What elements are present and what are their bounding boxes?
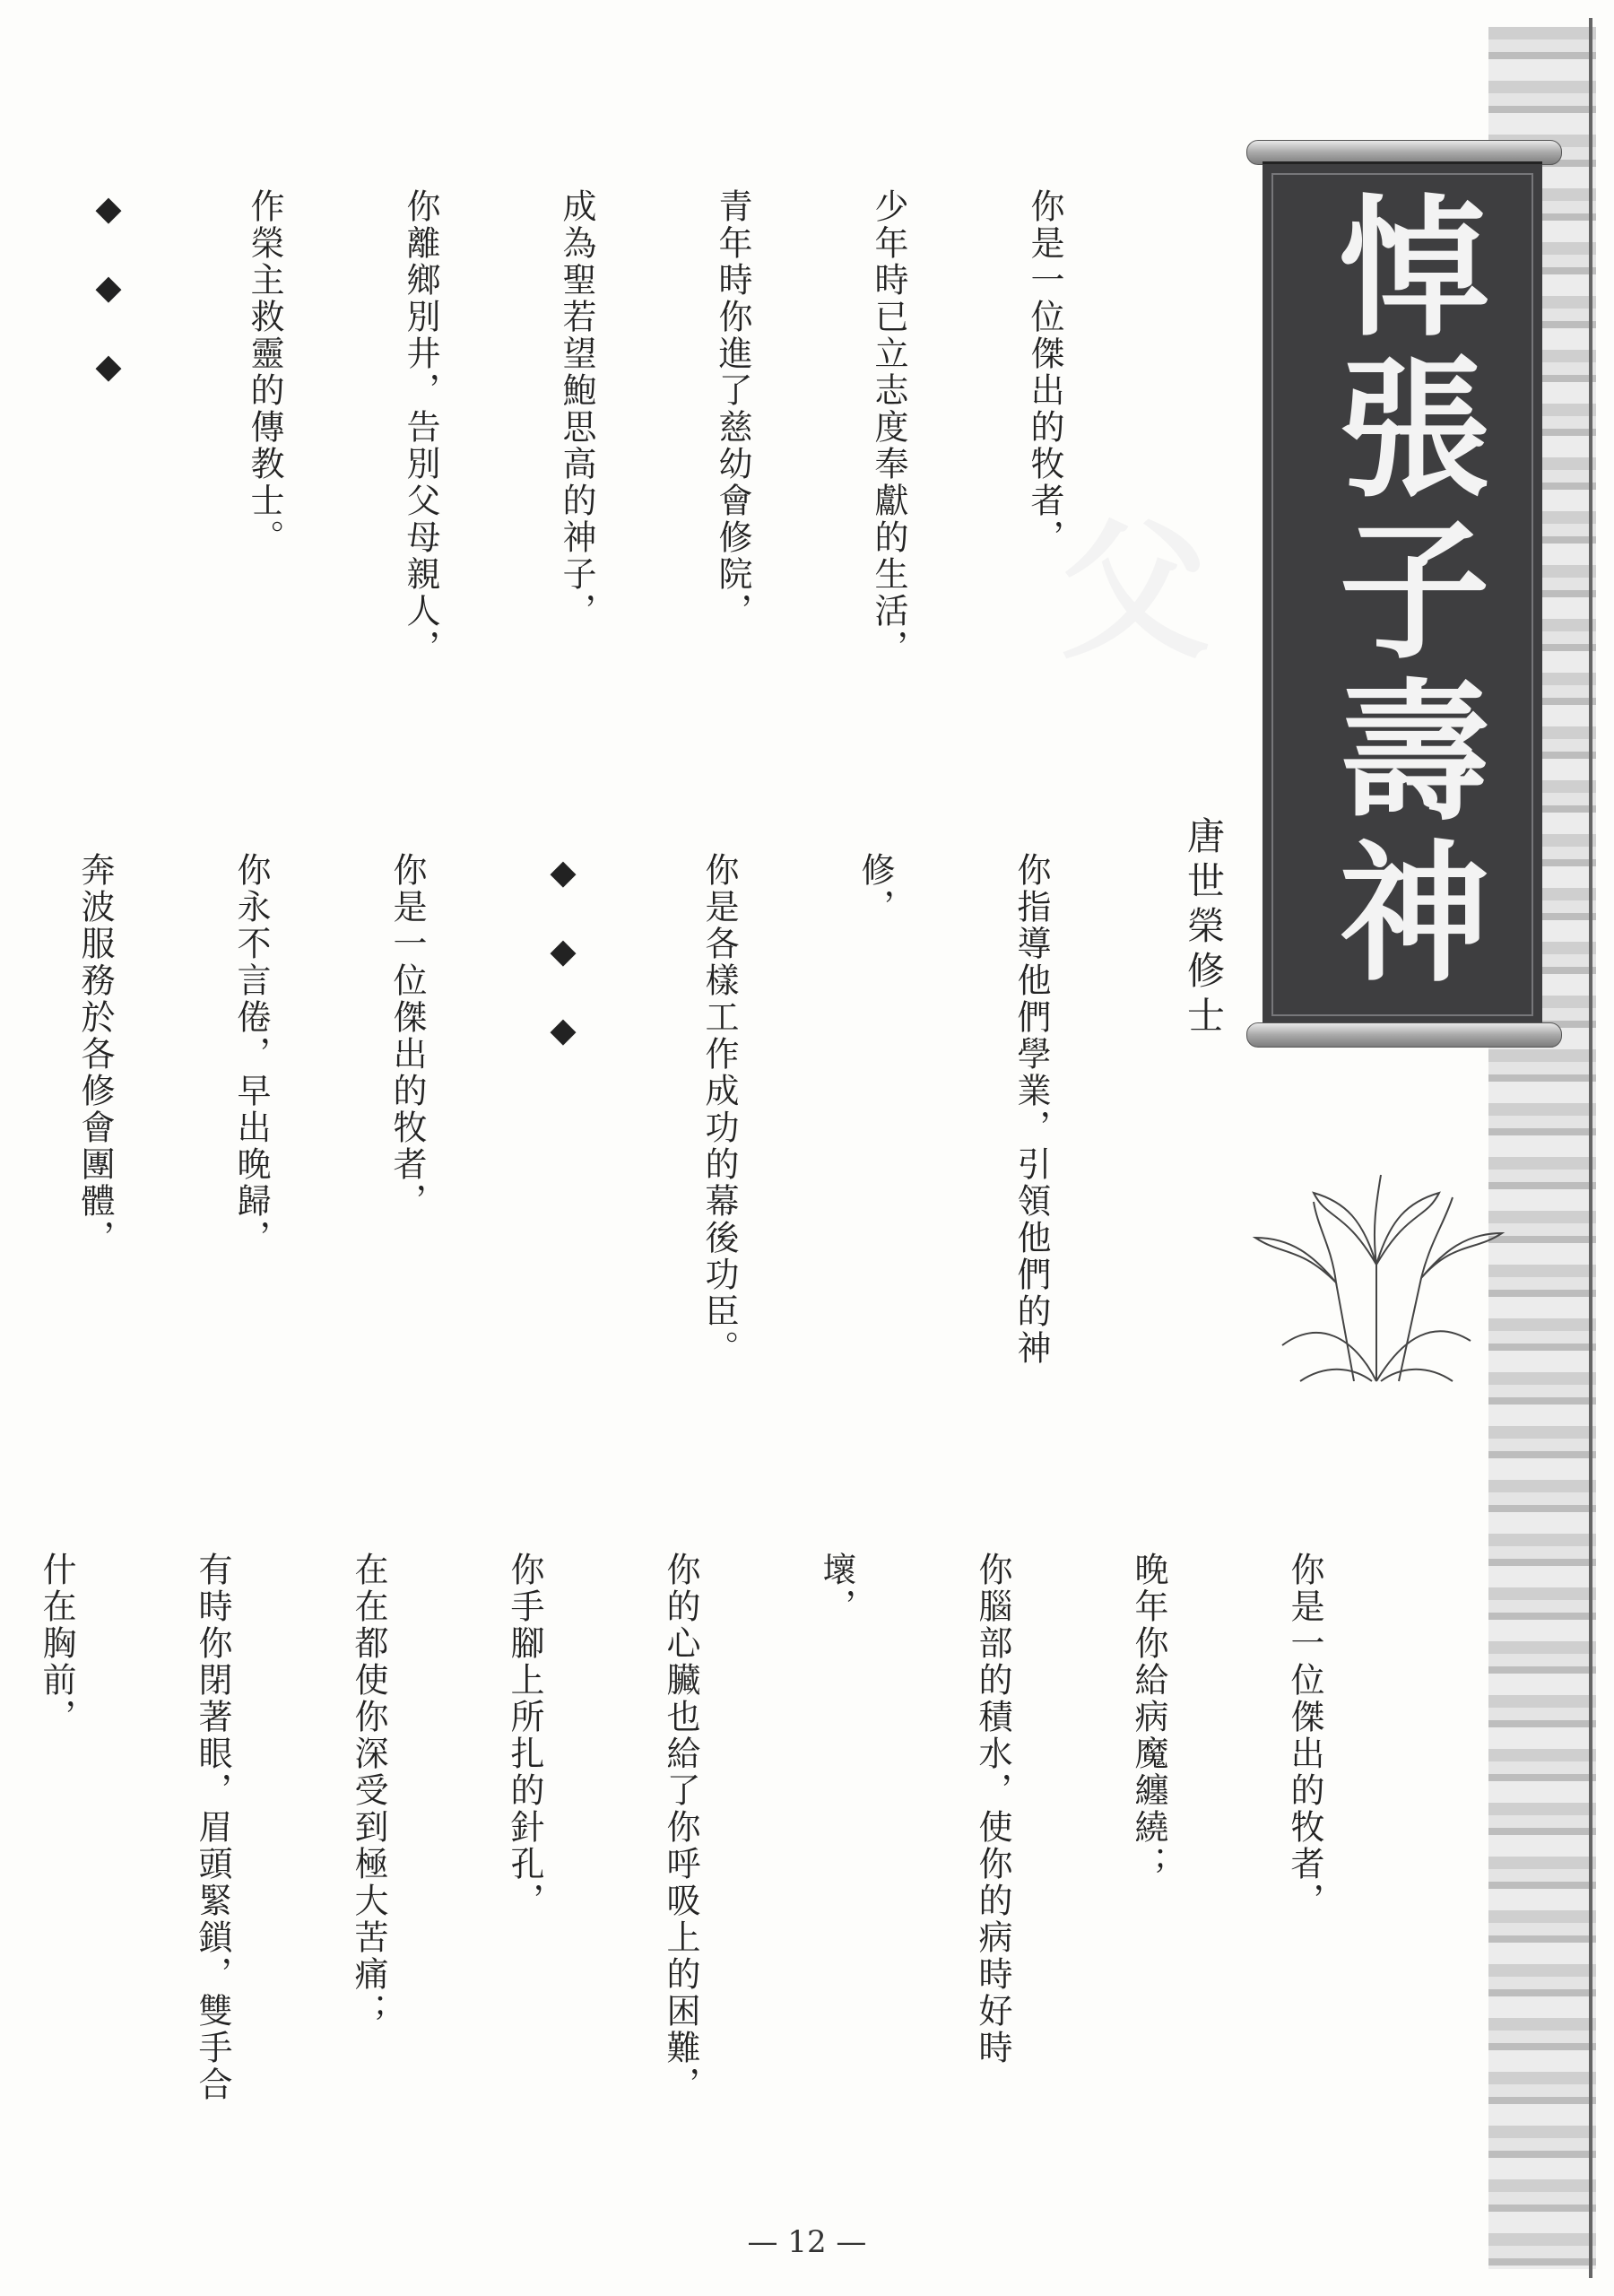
poem-section-2 (75, 852, 1161, 1525)
border-line (1589, 18, 1592, 2278)
poem-line: 什在胸前， (37, 1552, 76, 1735)
poem-line: 你是各樣工作成功的幕後功臣。 (699, 852, 739, 1367)
poem-line: 你是一位傑出的牧者， (387, 852, 427, 1220)
poem-line: 晚年你給病魔纏繞； (1129, 1552, 1168, 1883)
scroll-rod-bottom (1246, 1022, 1562, 1048)
diamond-divider: ◆ ◆ ◆ (543, 852, 583, 1052)
diamond-divider: ◆ ◆ ◆ (89, 188, 128, 388)
lily-flower-illustration (1228, 1157, 1524, 1390)
author-byline: 唐世榮修士 (1182, 816, 1226, 1040)
poem-line: 你是一位傑出的牧者， (1025, 188, 1064, 556)
poem-line: 你是一位傑出的牧者， (1285, 1552, 1324, 1919)
poem-section-1 (89, 188, 1175, 798)
poem-section-3 (37, 1552, 1435, 2179)
poem-line: 修， (855, 852, 895, 926)
poem-line: 有時你閉著眼，眉頭緊鎖，雙手合 (193, 1552, 232, 2103)
poem-line: 在在都使你深受到極大苦痛； (349, 1552, 388, 2030)
poem-line: 作榮主救靈的傳教士。 (245, 188, 284, 556)
poem-line: 成為聖若望鮑思高的神子， (557, 188, 596, 630)
poem-line: 你的心臟也給了你呼吸上的困難， (661, 1552, 700, 2103)
poem-line: 你指導他們學業，引領他們的神 (1011, 852, 1051, 1367)
poem-line: 少年時已立志度奉獻的生活， (869, 188, 908, 666)
page-title: 悼張子壽神父 (1035, 188, 1490, 996)
poem-line: 青年時你進了慈幼會修院， (713, 188, 752, 630)
poem-line: 奔波服務於各修會團體， (75, 852, 115, 1257)
poem-line: 你永不言倦，早出晚歸， (231, 852, 271, 1257)
poem-line: 你腦部的積水，使你的病時好時 (973, 1552, 1012, 2066)
poem-line: 你手腳上所扎的針孔， (505, 1552, 544, 1919)
poem-line: 壞， (817, 1552, 856, 1625)
page-number: — 12 — (747, 2224, 867, 2260)
poem-line: 你離鄉別井，告別父母親人， (401, 188, 440, 666)
